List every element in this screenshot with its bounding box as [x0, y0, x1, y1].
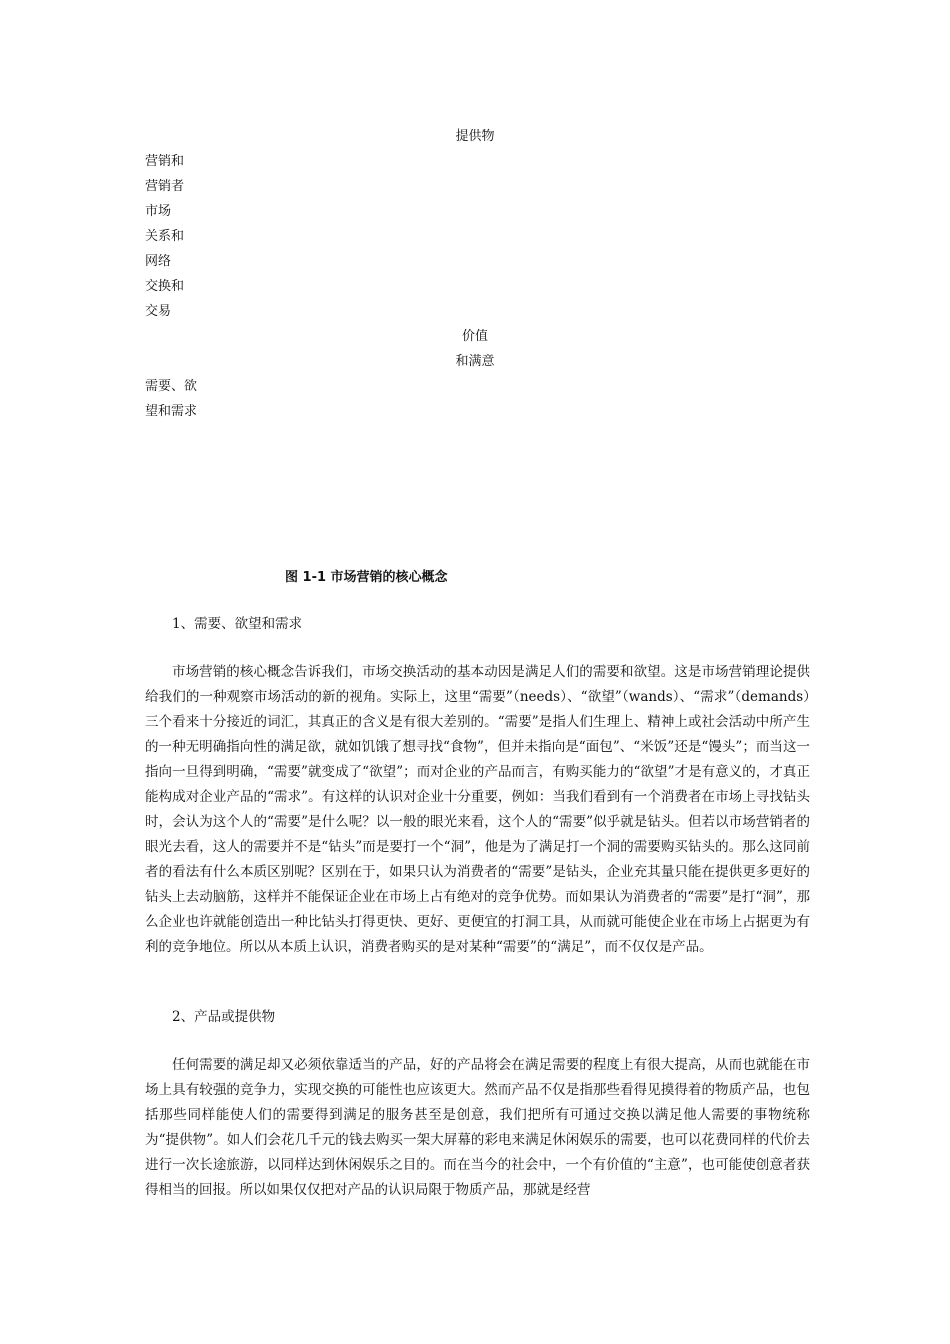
diagram-label-left: 交换和: [145, 279, 185, 294]
diagram-label-left: 营销和: [145, 154, 185, 169]
section-heading: 1、需要、欲望和需求: [172, 616, 303, 632]
diagram-label-value: 和满意: [455, 354, 495, 369]
section-paragraph: 任何需要的满足却又必须依靠适当的产品，好的产品将会在满足需要的程度上有很大提高，从而也就能在市场上具有较强的竞争力，实现交换的可能性也应该更大。然而产品不仅是指那些看得见摸得着的物质产品，也包括那些同样能使人们的需要得到满足的服务甚至是创意，我们把所有可通过交换以满足他人需要的事物统称为“提供物”。如人们会花几千元的钱去购买一架大屏幕的彩电来满足休闲娱乐的需要，也可以花费同样的代价去进行一次长途旅游，以同样达到休闲娱乐之目的。而在当今的社会中，一个有价值的“主意”，也可能使创意者获得相当的回报。所以如果仅仅把对产品的认识局限于物质产品，那就是经营: [145, 1057, 810, 1198]
section-paragraph: 市场营销的核心概念告诉我们，市场交换活动的基本动因是满足人们的需要和欲望。这是市场营销理论提供给我们的一种观察市场活动的新的视角。实际上，这里“需要”（needs）、“欲望”（wands）、“需求”（demands）三个看来十分接近的词汇，其真正的含义是有很大差别的。“需要”是指人们生理上、精神上或社会活动中所产生的一种无明确指向性的满足欲，就如饥饿了想寻找“食物”，但并未指向是“面包”、“米饭”还是“馒头”；而当这一指向一旦得到明确，“需要”就变成了“欲望”；而对企业的产品而言，有购买能力的“欲望”才是有意义的，才真正能构成对企业产品的“需求”。有这样的认识对企业十分重要，例如：当我们看到有一个消费者在市场上寻找钻头时，会认为这个人的“需要”是什么呢？以一般的眼光来看，这个人的“需要”似乎就是钻头。但若以市场营销者的眼光去看，这人的需要并不是“钻头”而是要打一个“洞”，他是为了满足打一个洞的需要购买钻头的。那么这同前者的看法有什么本质区别呢？区别在于，如果只认为消费者的“需要”是钻头，企业充其量只能在提供更多更好的钻头上去动脑筋，这样并不能保证企业在市场上占有绝对的竞争优势。而如果认为消费者的“需要”是打“洞”，那么企业也许就能创造出一种比钻头打得更快、更好、更便宜的打洞工具，从而就可能使企业在市场上占据更为有利的竞争地位。所以从本质上认识，消费者购买的是对某种“需要”的“满足”，而不仅仅是产品。: [145, 664, 810, 955]
section-heading: 2、产品或提供物: [172, 1009, 276, 1025]
diagram-label-left: 市场: [145, 204, 172, 219]
figure-caption: 图 1-1 市场营销的核心概念: [285, 570, 448, 585]
diagram-label-needs: 望和需求: [145, 404, 198, 419]
diagram-label-offerings: 提供物: [455, 129, 495, 144]
diagram-label-left: 交易: [145, 304, 172, 319]
diagram-label-value: 价值: [461, 329, 488, 344]
diagram-label-needs: 需要、欲: [145, 379, 198, 394]
diagram-label-left: 营销者: [145, 179, 185, 194]
diagram-label-left: 网络: [145, 254, 172, 269]
diagram-label-left: 关系和: [145, 229, 185, 244]
